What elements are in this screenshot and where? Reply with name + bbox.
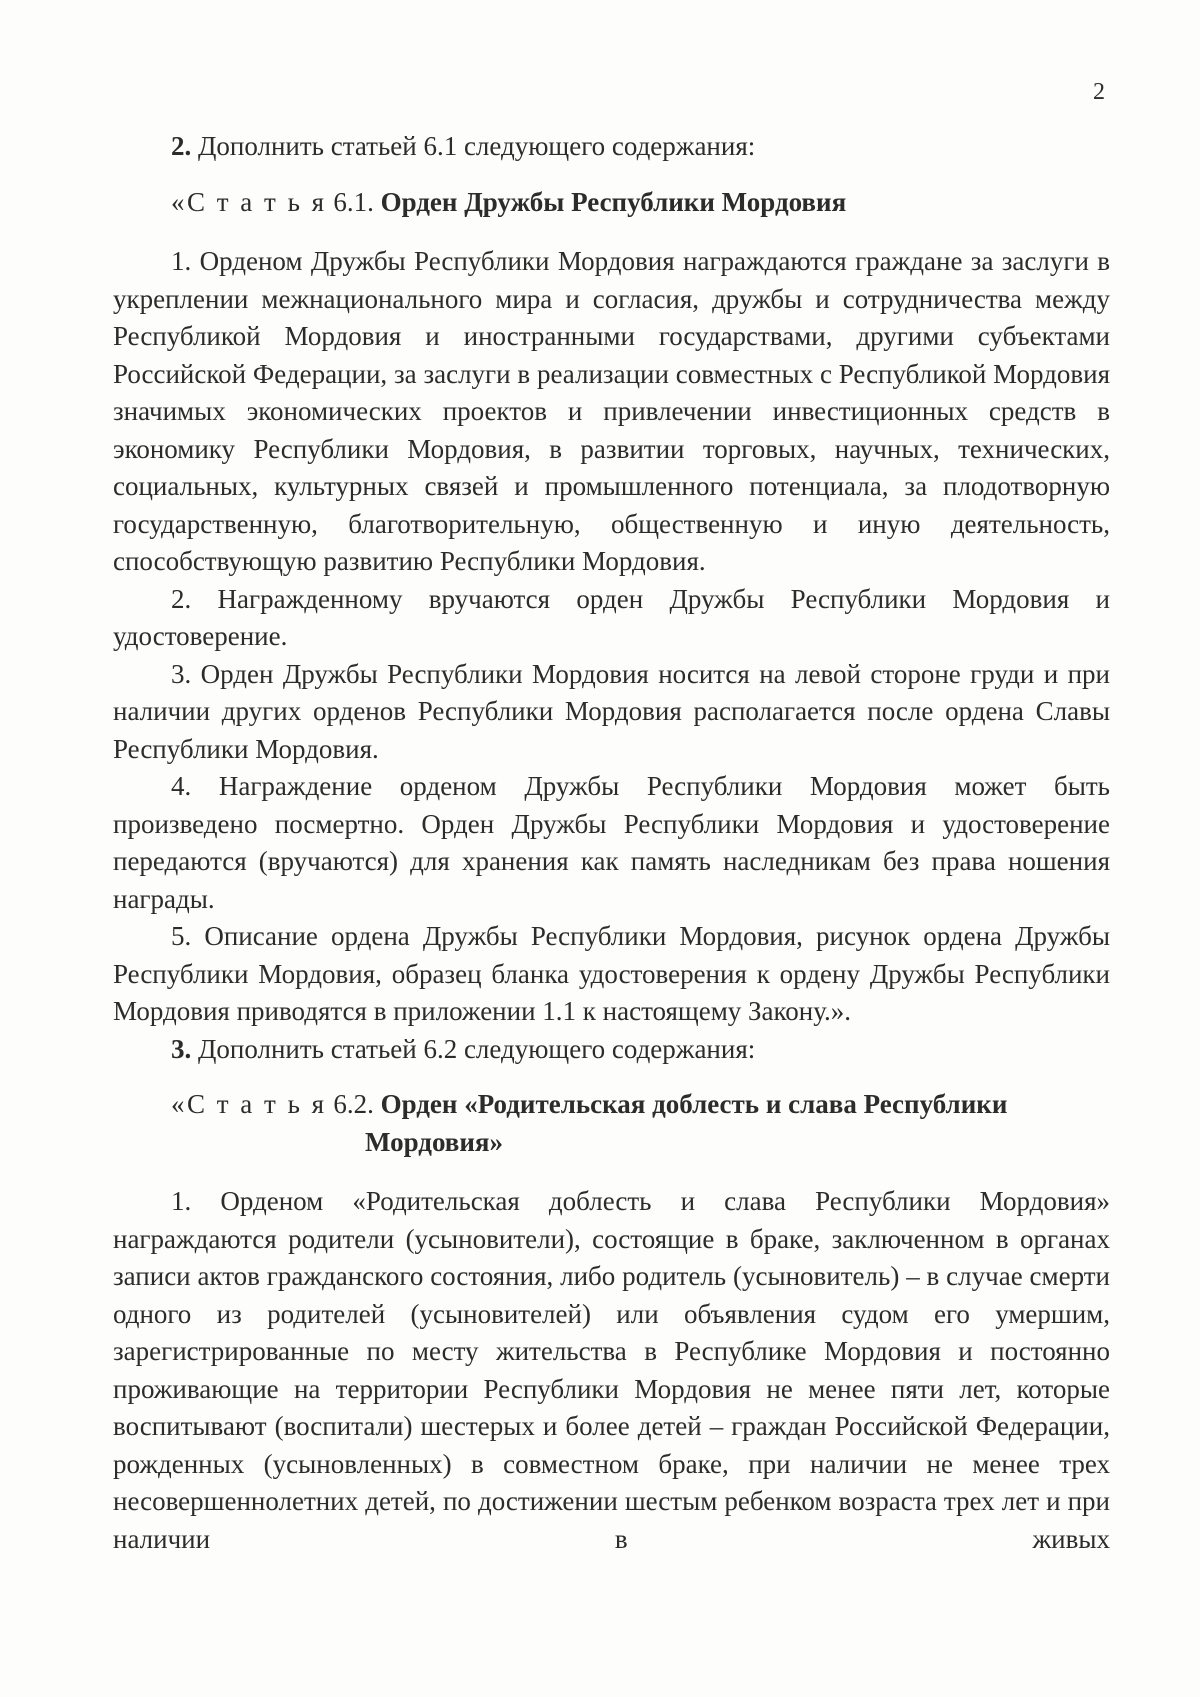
document-body	[113, 128, 1110, 1558]
article-number: 6.2.	[326, 1089, 381, 1119]
article-6-1-heading	[113, 184, 1110, 222]
item-text: Дополнить статьей 6.2 следующего содержания:	[191, 1033, 756, 1064]
item-text: Дополнить статьей 6.1 следующего содержания:	[191, 131, 756, 161]
article-number: 6.1.	[326, 186, 381, 217]
article-6-2-heading	[113, 1086, 1110, 1161]
article-title-line-1: Орден «Родительская доблесть и слава Республики	[380, 1089, 1008, 1119]
item-number: 3.	[171, 1033, 192, 1064]
article-6-1-paragraph-4: 4. Награждение орденом Дружбы Республики Мордовия может быть произведено посмертно. Орден Дружбы Республики Мордовия и удостоверение передаются (вручаются) для хранения как память наследникам без права ношения награды.	[113, 771, 1110, 914]
article-prefix: «С т а т ь я	[171, 1089, 327, 1119]
article-6-1-paragraph-1: 1. Орденом Дружбы Республики Мордовия награждаются граждане за заслуги в укреплении межнационального мира и согласия, дружбы и сотрудничества между Республикой Мордовия и иностранными государствами, другими субъектами Российской Федерации, за заслуги в реализации совместных с Республикой Мордовия значимых экономических проектов и привлечении инвестиционных средств в экономику Республики Мордовия, в развитии торговых, научных, технических, социальных, культурных связей и промышленного потенциала, за плодотворную государственную, благотворительную, общественную и иную деятельность, способствующую развитию Республики Мордовия.	[113, 246, 1110, 576]
item-number: 2.	[171, 131, 192, 161]
article-prefix: «С т а т ь я	[171, 186, 327, 217]
article-6-1-paragraph-2: 2. Награжденному вручаются орден Дружбы Республики Мордовия и удостоверение.	[113, 583, 1110, 651]
article-title: Орден Дружбы Республики Мордовия	[380, 186, 847, 217]
amendment-item-2	[113, 128, 1110, 166]
article-title-line-2: Мордовия»	[365, 1126, 504, 1157]
page-number: 2	[1093, 79, 1105, 105]
article-6-1-paragraph-3: 3. Орден Дружбы Республики Мордовия носится на левой стороне груди и при наличии других орденов Республики Мордовия располагается после ордена Славы Республики Мордовия.	[113, 658, 1110, 764]
amendment-item-3	[113, 1031, 1110, 1069]
article-6-2-paragraph-1: 1. Орденом «Родительская доблесть и слава Республики Мордовия» награждаются родители (усыновители), состоящие в браке, заключенном в органах записи актов гражданского состояния, либо родитель (усыновитель) – в случае смерти одного из родителей (усыновителей) или объявления судом его умершим, зарегистрированные по месту жительства в Республике Мордовия и постоянно проживающие на территории Республики Мордовия не менее пяти лет, которые воспитывают (воспитали) шестерых и более детей – граждан Российской Федерации, рожденных (усыновленных) в совместном браке, при наличии не менее трех несовершеннолетних детей, по достижении шестым ребенком возраста трех лет и при наличии в живых	[113, 1186, 1110, 1554]
article-6-1-paragraph-5: 5. Описание ордена Дружбы Республики Мордовия, рисунок ордена Дружбы Республики Мордовия, образец бланка удостоверения к ордену Дружбы Республики Мордовия приводятся в приложении 1.1 к настоящему Закону.».	[113, 921, 1110, 1026]
